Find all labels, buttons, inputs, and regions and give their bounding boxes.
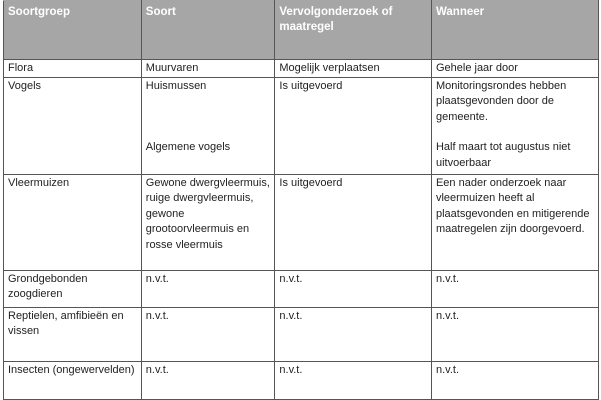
species-measures-table [3,0,599,400]
cell-group: Reptielen, amfibieën en vissen [4,307,142,361]
cell-measure: n.v.t. [275,361,432,399]
header-row [4,1,599,60]
header-vervolgonderzoek: Vervolgonderzoek of maatregel [275,1,432,60]
cell-species: n.v.t. [141,270,275,307]
cell-when: Een nader onderzoek naar vleermuizen heeft al plaatsgevonden en mitigerende maatregelen zijn doorgevoerd. [431,174,598,270]
table-row [4,270,599,307]
cell-species: n.v.t. [141,307,275,361]
table-row [4,174,599,270]
cell-species: Gewone dwergvleermuis, ruige dwergvleermuis, gewone grootoorvleermuis en rosse vleermuis [141,174,275,270]
cell-when: Gehele jaar door [431,60,598,78]
table-header [4,1,599,60]
header-soort: Soort [141,1,275,60]
cell-when [431,77,598,174]
cell-measure: Is uitgevoerd [275,77,432,174]
when-secondary: Half maart tot augustus niet uitvoerbaar [435,141,571,169]
cell-group: Vogels [4,77,142,174]
cell-species: n.v.t. [141,361,275,399]
header-wanneer: Wanneer [431,1,598,60]
cell-when: n.v.t. [431,307,598,361]
cell-measure: Is uitgevoerd [275,174,432,270]
header-soortgroep: Soortgroep [4,1,142,60]
cell-measure: n.v.t. [275,307,432,361]
cell-group: Flora [4,60,142,78]
spacer [436,125,594,140]
cell-group: Insecten (ongewervelden) [4,361,142,399]
table-row [4,361,599,399]
table-body [4,60,599,400]
cell-species [141,77,275,174]
cell-measure: Mogelijk verplaatsen [275,60,432,78]
species-secondary: Algemene vogels [145,141,231,153]
cell-when: n.v.t. [431,270,598,307]
cell-measure: n.v.t. [275,270,432,307]
cell-species: Muurvaren [141,60,275,78]
when-primary: Monitoringsrondes hebben plaatsgevonden door de gemeente. [435,79,567,123]
species-primary: Huismussen [145,79,207,92]
cell-group: Vleermuizen [4,174,142,270]
cell-when: n.v.t. [431,361,598,399]
cell-group: Grondgebonden zoogdieren [4,270,142,307]
table-row [4,307,599,361]
table-row [4,60,599,78]
spacer [146,94,271,140]
table-row [4,77,599,174]
